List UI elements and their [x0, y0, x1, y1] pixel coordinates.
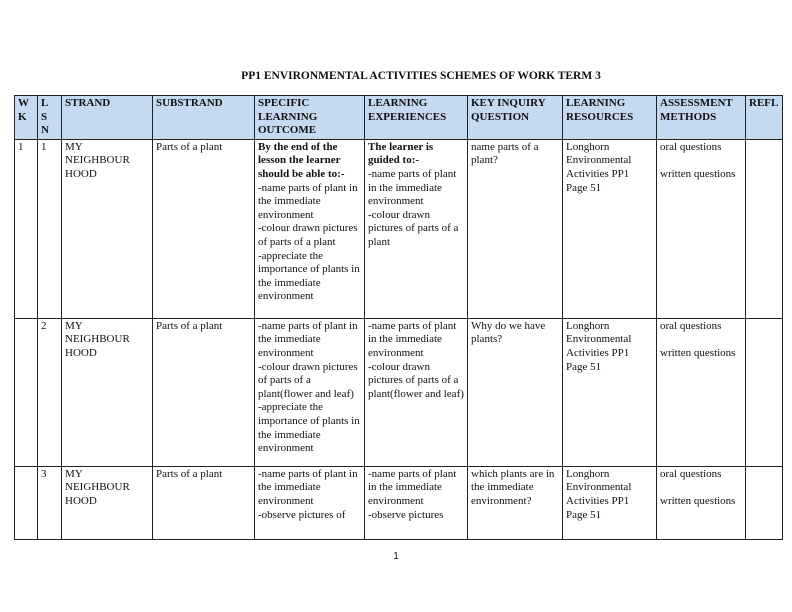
cell-resources: Longhorn Environmental Activities PP1 Page 51 [563, 466, 657, 539]
header-question: KEY INQUIRY QUESTION [468, 96, 563, 140]
cell-strand: MY NEIGHBOUR HOOD [62, 318, 153, 466]
cell-outcome: -name parts of plant in the immediate environment -colour drawn pictures of parts of a plant(flower and leaf) -appreciate the importance of plants in the immediate environment [255, 318, 365, 466]
header-row [15, 96, 783, 140]
cell-strand: MY NEIGHBOUR HOOD [62, 139, 153, 318]
cell-resources: Longhorn Environmental Activities PP1 Page 51 [563, 318, 657, 466]
table-row [15, 466, 783, 539]
cell-lsn: 3 [38, 466, 62, 539]
cell-strand: MY NEIGHBOUR HOOD [62, 466, 153, 539]
cell-substrand: Parts of a plant [153, 139, 255, 318]
header-resources: LEARNING RESOURCES [563, 96, 657, 140]
outcome-text: -name parts of plant in the immediate environment -colour drawn pictures of parts of a plant -appreciate the importance of plants in the immediate environment [258, 181, 360, 303]
cell-refl [746, 466, 783, 539]
header-experiences: LEARNING EXPERIENCES [365, 96, 468, 140]
cell-assessment: oral questions written questions [657, 466, 746, 539]
header-outcome: SPECIFIC LEARNING OUTCOME [255, 96, 365, 140]
experiences-intro: The learner is guided to:- [368, 140, 434, 167]
cell-experiences: -name parts of plant in the immediate environment -observe pictures [365, 466, 468, 539]
cell-experiences: -name parts of plant in the immediate environment -colour drawn pictures of parts of a plant(flower and leaf) [365, 318, 468, 466]
header-refl: REFL [746, 96, 783, 140]
cell-assessment: oral questions written questions [657, 139, 746, 318]
table-row [15, 139, 783, 318]
header-assessment: ASSESSMENT METHODS [657, 96, 746, 140]
cell-refl [746, 139, 783, 318]
cell-resources: Longhorn Environmental Activities PP1 Page 51 [563, 139, 657, 318]
cell-substrand: Parts of a plant [153, 466, 255, 539]
cell-outcome [255, 139, 365, 318]
cell-substrand: Parts of a plant [153, 318, 255, 466]
header-wk: W K [15, 96, 38, 140]
header-lsn: L S N [38, 96, 62, 140]
experiences-text: -name parts of plant in the immediate environment -colour drawn pictures of parts of a plant [368, 167, 459, 248]
cell-question: name parts of a plant? [468, 139, 563, 318]
cell-wk [15, 466, 38, 539]
header-strand: STRAND [62, 96, 153, 140]
cell-outcome: -name parts of plant in the immediate environment -observe pictures of [255, 466, 365, 539]
cell-experiences [365, 139, 468, 318]
header-substrand: SUBSTRAND [153, 96, 255, 140]
cell-wk: 1 [15, 139, 38, 318]
document-title: PP1 ENVIRONMENTAL ACTIVITIES SCHEMES OF WORK TERM 3 [241, 70, 601, 82]
cell-assessment: oral questions written questions [657, 318, 746, 466]
table-row [15, 318, 783, 466]
cell-lsn: 2 [38, 318, 62, 466]
cell-question: which plants are in the immediate environment? [468, 466, 563, 539]
scheme-of-work-table [14, 95, 783, 540]
cell-refl [746, 318, 783, 466]
cell-lsn: 1 [38, 139, 62, 318]
cell-question: Why do we have plants? [468, 318, 563, 466]
cell-wk [15, 318, 38, 466]
page-number: 1 [393, 551, 399, 562]
outcome-intro: By the end of the lesson the learner should be able to:- [258, 140, 345, 180]
